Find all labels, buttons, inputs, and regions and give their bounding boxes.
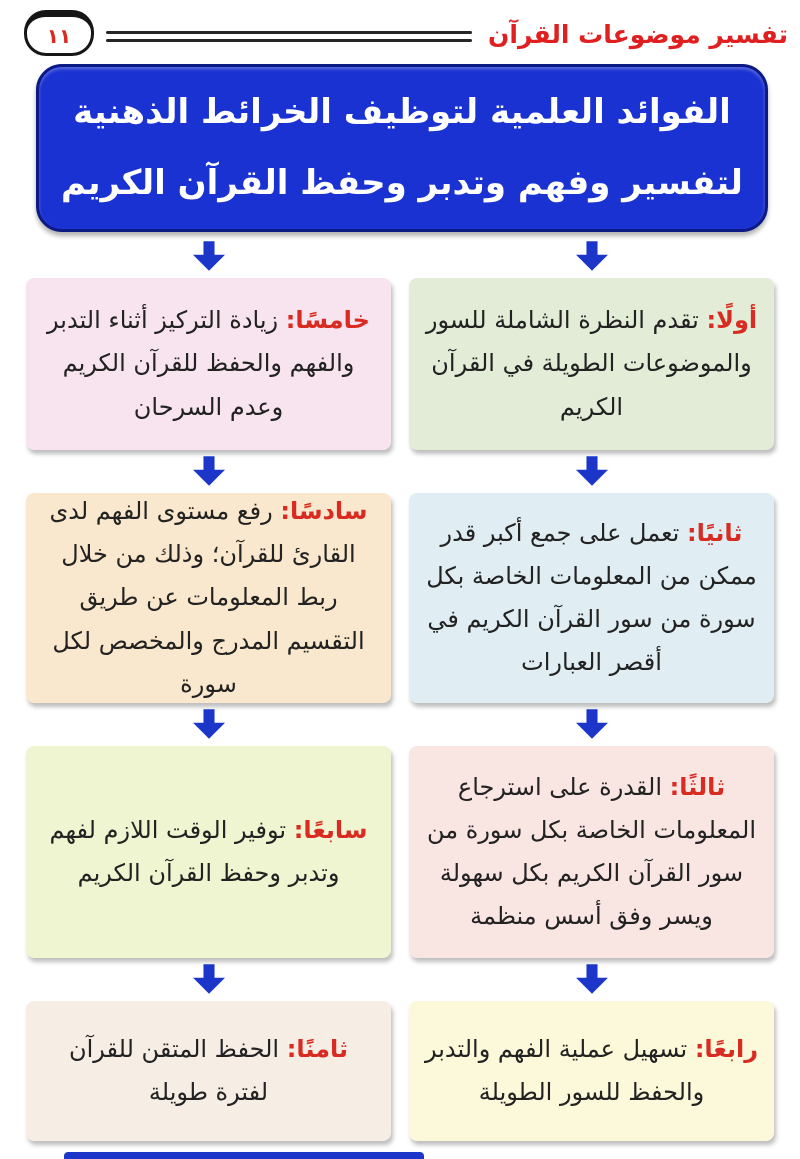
- flow-box-text: تسهيل عملية الفهم والتدبر والحفظ للسور الطويلة: [424, 1034, 705, 1106]
- flow-box-label: ثانيًا:: [687, 518, 743, 547]
- down-arrow-icon: [26, 964, 391, 994]
- flow-box-label: ثالثًا:: [669, 772, 726, 801]
- cutoff-box-top-edge: [64, 1152, 424, 1159]
- flow-box-fifth: [26, 278, 391, 450]
- flow-box-text: تعمل على جمع أكبر قدر ممكن من المعلومات الخاصة بكل سورة من سور القرآن الكريم في أقصر العبارات: [426, 518, 757, 677]
- flow-box-sixth: [26, 493, 391, 703]
- flow-box-third: [409, 746, 774, 958]
- page-number-badge: [24, 10, 94, 56]
- flow-box-text: الحفظ المتقن للقرآن لفترة طويلة: [68, 1034, 280, 1106]
- down-arrow-icon: [26, 456, 391, 486]
- title-line-2: لتفسير وفهم وتدبر وحفظ القرآن الكريم: [61, 163, 743, 203]
- book-title: تفسير موضوعات القرآن: [488, 19, 788, 49]
- flow-box-text: تقدم النظرة الشاملة للسور والموضوعات الطويلة في القرآن الكريم: [425, 306, 752, 421]
- flow-box-text: رفع مستوى الفهم لدى القارئ للقرآن؛ وذلك من خلال ربط المعلومات عن طريق التقسيم المدرج والمخصص لكل سورة: [49, 497, 365, 698]
- flow-box-label: رابعًا:: [694, 1034, 759, 1063]
- flow-box-eighth: [26, 1001, 391, 1141]
- flow-box-fourth: [409, 1001, 774, 1141]
- title-box: [36, 64, 768, 232]
- page-header: [0, 0, 800, 57]
- flow-box-label: سابعًا:: [293, 815, 368, 844]
- flow-box-label: سادسًا:: [280, 497, 368, 526]
- down-arrow-icon: [409, 241, 774, 271]
- flow-column-left: [26, 232, 391, 1141]
- flow-box-label: ثامنًا:: [286, 1034, 349, 1063]
- down-arrow-icon: [26, 241, 391, 271]
- title-line-1: الفوائد العلمية لتوظيف الخرائط الذهنية: [73, 91, 731, 132]
- down-arrow-icon: [409, 456, 774, 486]
- down-arrow-icon: [409, 964, 774, 994]
- flow-box-second: [409, 493, 774, 703]
- flow-box-label: خامسًا:: [285, 306, 370, 335]
- flow-box-label: أولًا:: [706, 306, 758, 335]
- flow-box-first: [409, 278, 774, 450]
- flow-box-seventh: [26, 746, 391, 958]
- down-arrow-icon: [26, 709, 391, 739]
- flow-box-text: زيادة التركيز أثناء التدبر والفهم والحفظ للقرآن الكريم وعدم السرحان: [47, 306, 355, 421]
- flow-box-text: القدرة على استرجاع المعلومات الخاصة بكل سورة من سور القرآن الكريم بكل سهولة ويسر وفق أسس منظمة: [427, 772, 756, 931]
- flow-box-text: توفير الوقت اللازم لفهم وتدبر وحفظ القرآن الكريم: [49, 815, 340, 887]
- header-rule: [106, 31, 472, 42]
- down-arrow-icon: [409, 709, 774, 739]
- flow-column-right: [409, 232, 774, 1141]
- page-number: ١١: [46, 24, 72, 48]
- flow-chart: [0, 232, 800, 1141]
